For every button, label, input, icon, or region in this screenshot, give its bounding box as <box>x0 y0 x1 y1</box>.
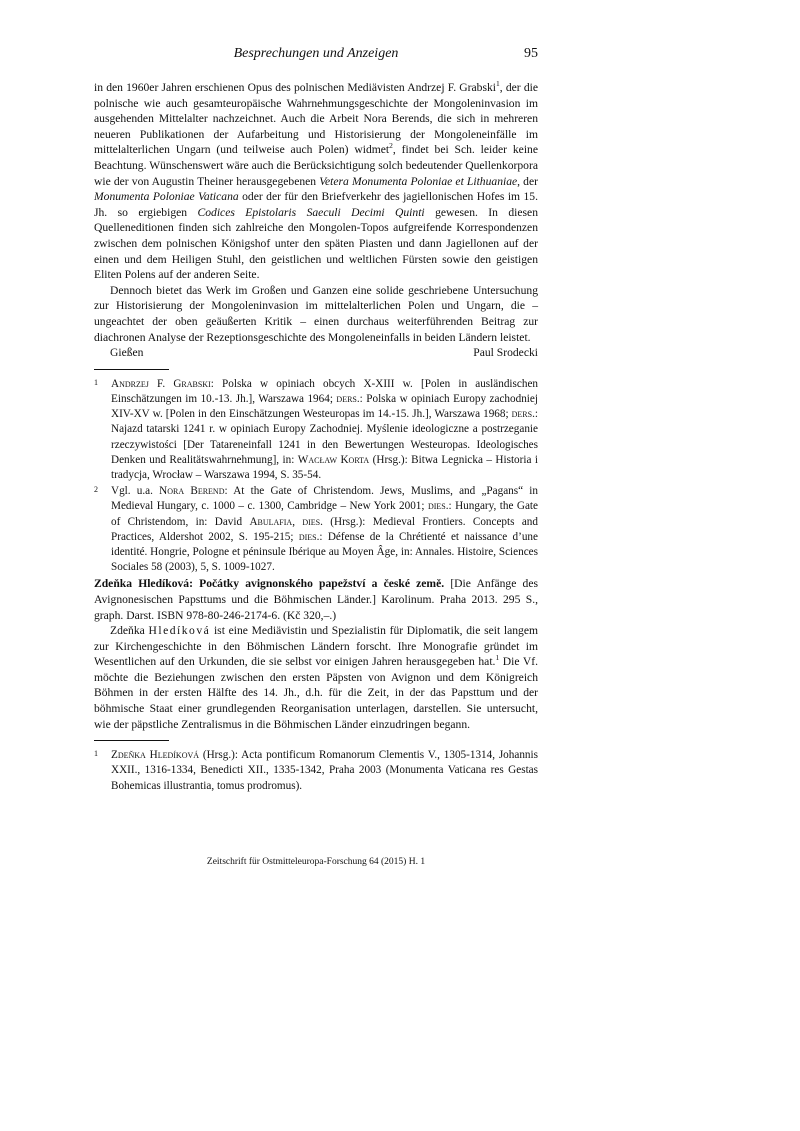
text-run: oder der für den Briefverkehr des jagiellonischen Hofes im 15. Jh. so ergiebigen <box>94 190 538 219</box>
running-title: Besprechungen und Anzeigen <box>233 46 399 61</box>
review1-signature <box>94 345 538 361</box>
author-name: ders. <box>336 392 360 405</box>
footnote-ref-1: 1 <box>496 79 500 89</box>
reviewer-name: Paul Srodecki <box>473 346 538 360</box>
reviewer-place: Gießen <box>110 346 144 360</box>
title-monumenta-vaticana: Monumenta Poloniae Vaticana <box>94 190 239 204</box>
text-run: : At the Gate of Christendom. Jews, Muslims, and „Pagans“ in Medieval Hungary, c. 1000 – c. 1300, Cambridge – New York 2001; <box>111 485 538 513</box>
text-run: : Polska w opiniach Europy zachodniej XIV-XV w. [Polen in den Einschätzungen Westeuropas im 14.-15. Jh.], Warszawa 1968; <box>111 392 538 421</box>
text-run: , der <box>517 174 538 188</box>
text-run: (Hrsg.): Medieval Frontiers. Concepts and Practices, Aldershot 2002, S. 195-215; <box>111 515 538 543</box>
title-vetera-monumenta: Vetera Monumenta Poloniae et Lithuaniae <box>319 174 518 188</box>
footnote-rule <box>94 369 169 370</box>
text-run: : Défense de la Chrétienté et naissance d’une identité. Hongrie, Pologne et péninsule Ibérique au Moyen Âge, in: Annales. Histoire, Sciences Sociales 58 (2003), 5, S. 1009-1027. <box>111 530 538 574</box>
footnote-1 <box>94 377 538 483</box>
author-name: Abulafia, dies. <box>249 515 323 528</box>
footnote-rule <box>94 740 169 741</box>
footnote-text <box>111 748 538 794</box>
footnote-text <box>111 377 538 483</box>
text-run: : Najazd tatarski 1241 r. w opiniach Europy Zachodniej. Myślenie ideologiczne a postrzeganie rzeczywistości [Der Tatareneinfall 1241 in den Bewertungen Westeuropas. Ideologisches Denken und Realitätswahrnehmung], in: <box>111 408 538 466</box>
text-run: Die Vf. möchte die Beziehungen zwischen den ersten Päpsten von Avignon und dem Königreich Böhmen in der ersten Hälfte des 14. Jh., d.h. für die Zeit, in der das Papsttum und der böhmische Staat einer grundlegenden Reorganisation unterlagen, darstellen. Sie untersucht, wie der päpstliche Zentralismus in die Böhmischen Länder einzudringen begann. <box>94 655 538 731</box>
author-name: dies. <box>298 530 320 543</box>
journal-footer: Zeitschrift für Ostmitteleuropa-Forschung 64 (2015) H. 1 <box>206 857 426 867</box>
text-run: in den 1960er Jahren erschienen Opus des polnischen Mediävisten Andrzej F. Grabski <box>94 81 497 94</box>
review2-heading-title: Zdeňka Hledíková: Počátky avignonského papežství a české země. <box>94 577 445 591</box>
footnote-2 <box>94 484 538 575</box>
author-name: dies. <box>427 500 449 513</box>
body-text <box>94 80 538 795</box>
text-run: Vgl. u.a. <box>111 485 160 498</box>
author-name: Andrzej F. Grabski <box>111 377 211 390</box>
text-run: Zdeňka <box>110 624 149 638</box>
author-name: Wacław Korta <box>297 453 370 466</box>
review2-paragraph-1 <box>94 623 538 732</box>
running-head <box>94 46 538 64</box>
footnote-1 <box>94 748 538 794</box>
footnote-number: 1 <box>94 749 98 759</box>
footnote-text <box>111 484 538 575</box>
footnote-ref-1: 1 <box>495 653 500 663</box>
review1-paragraph-1 <box>94 80 538 283</box>
footnote-number: 2 <box>94 485 98 495</box>
text-run: gewesen. In diesen Quelleneditionen finden sich zahlreiche den Mongolen-Topos aufgreifende Korrespondenzen zwischen dem polnischen Königshof unter den späten Piasten und dann Jagiellonen auf der einen und dem Heiligen Stuhl, den geistlichen und weltlichen Fürsten sowie den geistigen Eliten Polens auf der anderen Seite. <box>94 205 538 282</box>
author-name: ders. <box>511 408 535 421</box>
review2-footnotes <box>94 748 538 794</box>
text-run: ist eine Mediävistin und Spezialistin für Diplomatik, die seit langem zur Kirchengeschichte in den Böhmischen Ländern forscht. Ihre Monografie gründet im Wesentlichen auf den Urkunden, die sie selbst vor einigen Jahren herausgegeben hat. <box>94 624 538 669</box>
text-run: (Hrsg.): Acta pontificum Romanorum Clementis V., 1305-1314, Johannis XXII., 1316-1334, Benedicti XII., 1335-1342, Praha 2003 (Monumenta Vaticana res Gestas Bohemicas illustrantia, tomus prodromus). <box>111 749 538 792</box>
text-run: , findet bei Sch. leider keine Beachtung. Wünschenswert wäre auch die Berücksichtigung solch bedeutender Quellenkorpora wie der von Augustin Theiner herausgegebenen <box>94 143 538 188</box>
text-run: : Polska w opiniach obcych X-XIII w. [Polen in ausländischen Einschätzungen im 10.-13. Jh.], Warszawa 1964; <box>111 377 538 405</box>
text-run: (Hrsg.): Bitwa Legnicka – Historia i tradycja, Wrocław – Warszawa 1994, S. 35-54. <box>111 453 538 481</box>
author-name: Zdeňka Hledíková <box>111 749 200 762</box>
title-codices-epistolaris: Codices Epistolaris Saeculi Decimi Quinti <box>197 205 425 219</box>
review1-footnotes <box>94 377 538 576</box>
review2-heading-meta: [Die Anfänge des Avignonesischen Papsttums und die Böhmischen Länder.] Karolinum. Praha 2013. 295 S., graph. Darst. ISBN 978-80-246-2174-6. (Kč 320,–.) <box>94 577 538 622</box>
text-run: : Hungary, the Gate of Christendom, in: David <box>111 500 539 528</box>
author-name: Nora Berend <box>159 485 225 498</box>
footnote-ref-2: 2 <box>389 141 393 151</box>
review1-paragraph-2: Dennoch bietet das Werk im Großen und Ganzen eine solide geschriebene Untersuchung zur Historisierung der Mongoleninvasion im mittelalterlichen Polen und Ungarn, die – ungeachtet der oben geäußerten Kritik – einen durchaus weiterführenden Beitrag zur diachronen Analyse der Rezeptionsgeschichte des Mongoleneinfalls in beiden Ländern leistet. <box>94 283 538 344</box>
spaced-author-name: Hledíková <box>148 624 211 638</box>
page-number: 95 <box>524 46 538 61</box>
review2-heading <box>94 576 538 623</box>
footnote-number: 1 <box>94 377 98 387</box>
text-run: , der die polnische wie auch gesamteuropäische Wahrnehmungsgeschichte der Mongoleninvasion im ausgehenden Mittelalter nachzeichnet. Auch die Arbeit Nora Berends, die sich in mehreren neueren Publikationen der Aufarbeitung und Historisierung der Mongoleneinfälle im mittelalterlichen Ungarn (und teilweise auch Polen) widmet <box>94 81 538 157</box>
